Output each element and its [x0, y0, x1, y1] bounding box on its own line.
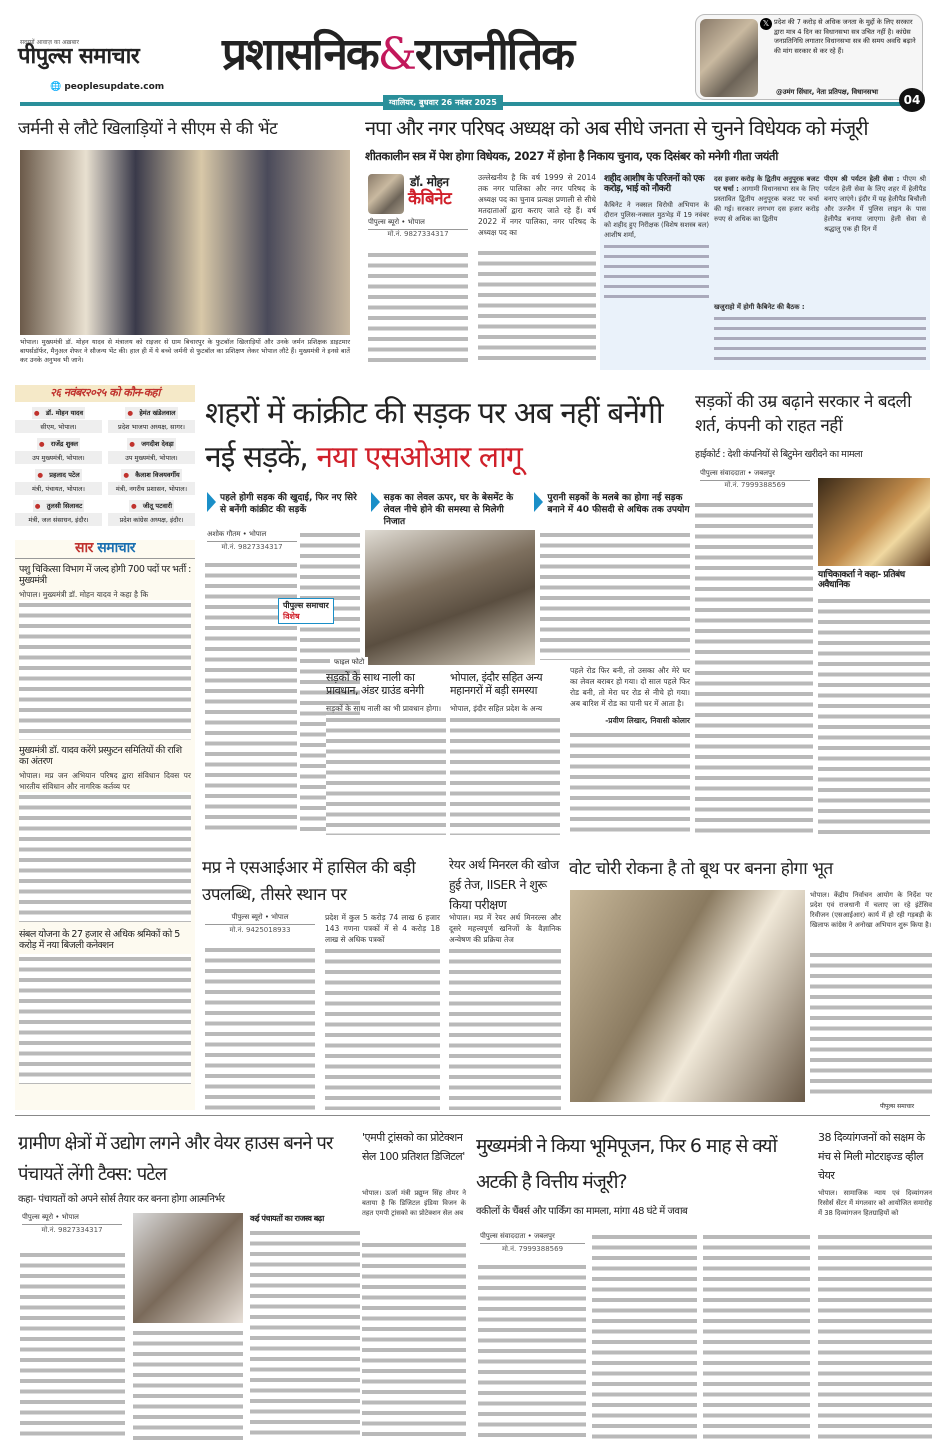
cabinet-box — [600, 170, 930, 370]
divider — [15, 1115, 930, 1116]
cm-subhead: वकीलों के चैंबर्स और पार्किंग का मामला, मांगा 48 घंटे में जवाब — [476, 1206, 688, 1217]
mobile: मो.नं. 9827334317 — [221, 543, 283, 551]
body-text — [478, 1262, 586, 1440]
brief-title: समाचार — [97, 540, 135, 556]
bullet: पुरानी सड़कों के मलबे का होगा नई सड़क बनाने में 40 फीसदी से अधिक तक उपयोग — [534, 492, 692, 528]
gavel-photo — [818, 478, 930, 566]
body-text: भोपाल। केंद्रीय निर्वाचन आयोग के निर्देश पर प्रदेश एवं राजधानी में चलाए जा रहे इंटेंसिव रिवीजन (एसआईआर) कार्य में हो रही गड़बड़ी के खिलाफ कांग्रेस ने अनोखा अभियान शुरू किया है। — [810, 891, 932, 929]
location-pin-icon: ● — [37, 470, 46, 479]
person-role: उप मुख्यमंत्री, भोपाल। — [15, 451, 102, 464]
brief-headline[interactable]: संबल योजना के 27 हजार से अधिक श्रमिकों को 5 करोड़ में नया बिजली कनेक्शन — [19, 928, 180, 951]
box-title: शहीद आशीष के परिजनों को एक करोड़, भाई को नौकरी — [604, 174, 705, 195]
body-text — [362, 1240, 466, 1440]
person-role: मंत्री, पंचायत, भोपाल। — [15, 482, 102, 495]
photo-label: फाइल फोटो — [330, 657, 368, 668]
who-title: २६ नवंबर२०२५ को कौन-कहां — [15, 385, 195, 402]
body-text — [133, 1328, 243, 1440]
person-entry — [108, 437, 195, 464]
brief-text — [19, 792, 191, 922]
box-text — [604, 242, 709, 302]
location-pin-icon: ● — [123, 470, 132, 479]
cm-photo — [368, 174, 404, 214]
badge-name: डॉ. मोहन — [410, 175, 449, 189]
sub-headline: सड़कों के साथ नाली का प्रावधान, अंडर ग्राउंड बनेगी — [326, 671, 424, 697]
body-text — [695, 500, 813, 835]
rural-headline[interactable]: ग्रामीण क्षेत्रों में उद्योग लगने और वेयर हाउस बनने पर पंचायतें लेंगी टैक्स: पटेल — [18, 1133, 333, 1185]
body-text: भोपाल। ऊर्जा मंत्री प्रद्युम्न सिंह तोमर ने बताया है कि डिजिटल इंडिया विजन के तहत एमपी ट्रांसको का प्रोटेक्शन सेल अब — [362, 1189, 466, 1217]
mobile: मो.नं. 9827334317 — [41, 1226, 103, 1234]
body-text — [592, 1232, 697, 1440]
rural-subhead: कहा- पंचायतों को अपने सोर्स तैयार कर बनना होगा आत्मनिर्भर — [18, 1194, 225, 1205]
quote-author: -प्रवीण लिखार, निवासी कोलार — [605, 716, 690, 725]
body-text — [818, 596, 930, 835]
arrow-icon — [534, 492, 543, 512]
body-text — [450, 715, 560, 835]
body-text — [703, 1232, 810, 1440]
box-text: पीएम श्री पर्यटन हेली सेवा : पीएम श्री पर्यटन हेली सेवा के लिए शहर में हेलीपैड बनाए जाएंगे। इंदौर में यह हेलीपैड बिचौली और उज्जैन में पुलिस लाइन के पास हेलीपैड बनाया जाएगा। हेली सेवा से श्रद्धालु एक ही दिन में — [824, 175, 926, 233]
brief-text — [19, 954, 191, 1084]
byline: पीपुल्स ब्यूरो • भोपाल — [368, 218, 468, 230]
body-text — [205, 945, 315, 1110]
location-pin-icon: ● — [127, 408, 136, 417]
brief-headline[interactable]: मुख्यमंत्री डॉ. यादव करेंगे प्रस्फुटन समितियों की राशि का अंतरण — [19, 744, 182, 767]
road-photo — [365, 530, 535, 665]
brief-text — [19, 600, 191, 740]
body-text — [540, 530, 690, 660]
body-text — [325, 946, 440, 1110]
box-text: कैबिनेट ने नक्सल विरोधी अभियान के दौरान पुलिस-नक्सल मुठभेड़ में 19 नवंबर को शहीद हुए निरीक्षक (विशेष सशस्त्र बल) आशीष शर्मा, — [604, 201, 709, 239]
body-text: भोपाल। मप्र में रेयर अर्थ मिनरल्स और दूसरे महत्त्वपूर्ण खनिजों के वैज्ञानिक अन्वेषण की प्रक्रिया तेज — [449, 913, 561, 944]
mobile: मो.नं. 9425018933 — [229, 926, 291, 934]
person-name: प्रहलाद पटेल — [49, 470, 80, 479]
badge-title: कैबिनेट — [408, 189, 452, 209]
transco-headline[interactable]: 'एमपी ट्रांसको का प्रोटेक्शन सेल 100 प्रतिशत डिजिटल' — [362, 1131, 465, 1163]
box-text — [714, 314, 926, 366]
person-name: जगदीश देवड़ा — [141, 439, 174, 448]
x-logo-icon: 𝕏 — [760, 18, 772, 30]
body-text — [478, 248, 596, 366]
resident-quote: पहले रोड फिर बनी, तो उसका और मेरे घर का लेवल बराबर हो गया। दो साल पहले फिर रोड बनी, तो मेरा घर रोड से नीचे हो गया। अब बारिश में रोड का पानी घर में आता है। — [570, 666, 690, 708]
person-role: प्रदेश कांग्रेस अध्यक्ष, इंदौर। — [108, 513, 195, 526]
byline: पीपुल्स संवाददाता • जबलपुर — [480, 1232, 585, 1244]
location-pin-icon: ● — [130, 501, 139, 510]
players-photo — [20, 150, 350, 335]
sub-headline: कई पंचायतों का राजस्व बढ़ा — [250, 1214, 324, 1223]
location-pin-icon: ● — [34, 501, 43, 510]
byline: पीपुल्स संवाददाता • जबलपुर — [700, 469, 810, 481]
logo[interactable]: पीपुल्स समाचार — [18, 44, 140, 69]
body-text — [570, 730, 690, 835]
body-text — [818, 1232, 932, 1440]
dateline: ग्वालियर, बुधवार 26 नवंबर 2025 — [383, 95, 503, 110]
road-bullets — [207, 492, 692, 528]
court-subhead: हाईकोर्ट : देशी कंपनियों से बिटुमेन खरीदने का मामला — [695, 449, 863, 460]
box-text: दस हजार करोड़ के द्वितीय अनुपूरक बजट पर चर्चा : आगामी विधानसभा सत्र के लिए प्रस्तावित द्वितीय अनुपूरक बजट पर चर्चा की गई। सरकार लगभग दस हजार करोड़ रुपए से अधिक का द्वितीय — [714, 175, 819, 223]
body-text: भोपाल। सामाजिक न्याय एवं दिव्यांगजन रिसोर्स सेंटर में मंगलवार को आयोजित समारोह में 38 दिव्यांगजन हितग्राहियों को — [818, 1189, 932, 1217]
body-text: भोपाल, इंदौर सहित प्रदेश के अन्य — [450, 704, 543, 713]
person-entry — [15, 406, 102, 433]
bullet: सड़क का लेवल ऊपर, घर के बेसमेंट के लेवल नीचे होने की समस्या से मिलेगी निजात — [371, 492, 529, 528]
body-text — [326, 715, 446, 835]
box-text: खजुराहो में होगी कैबिनेट की बैठक : — [714, 303, 805, 311]
sub-headline: याचिकाकर्ता ने कहा- प्रतिबंध अवैधानिक — [818, 570, 905, 591]
sub-headline: भोपाल, इंदौर सहित अन्य महानगरों में बड़ी समस्या — [450, 671, 543, 697]
quote-author: @उमंग सिंघार, नेता प्रतिपक्ष, विधानसभा — [776, 88, 878, 96]
brief-headline[interactable]: पशु चिकित्सा विभाग में जल्द होगी 700 पदों पर भर्ती : मुख्यमंत्री — [19, 564, 191, 587]
person-role: मंत्री, नगरीय प्रशासन, भोपाल। — [108, 482, 195, 495]
globe-icon: 🌐 — [50, 82, 65, 92]
mobile: मो.नं. 9827334317 — [387, 230, 449, 238]
location-pin-icon: ● — [129, 439, 138, 448]
brief-text: भोपाल। मुख्यमंत्री डॉ. मोहन यादव ने कहा है कि — [19, 589, 149, 599]
tagline: सदस्यों आवाज़ का अख़बार — [20, 39, 79, 46]
person-name: राजेंद्र शुक्ल — [50, 439, 79, 448]
brief-column — [15, 540, 195, 1110]
byline: पीपुल्स ब्यूरो • भोपाल — [22, 1213, 122, 1225]
location-pin-icon: ● — [33, 408, 42, 417]
court-headline[interactable]: सड़कों की उम्र बढ़ाने सरकार ने बदली शर्त, कंपनी को राहत नहीं — [695, 392, 911, 436]
page-number: 04 — [899, 88, 925, 112]
mobile: मो.नं. 7999388569 — [501, 1245, 564, 1253]
vote-headline[interactable]: वोट चोरी रोकना है तो बूथ पर बनना होगा भूत — [569, 859, 833, 879]
brief-text: भोपाल। मप्र जन अभियान परिषद द्वारा संविधान दिवस पर भारतीय संविधान और नागरिक कर्तव्य पर — [19, 770, 191, 791]
person-entry — [108, 406, 195, 433]
person-entry — [15, 468, 102, 495]
byline: अशोक गौतम • भोपाल — [207, 530, 297, 542]
special-tag: पीपुल्स समाचार विशेष — [278, 598, 334, 624]
road-headline[interactable]: शहरों में कांक्रीट की सड़क पर अब नहीं बनेंगी नई सड़कें, नया एसओआर लागू — [205, 396, 663, 475]
person-name: जीतू पटवारी — [142, 501, 173, 510]
person-entry — [15, 437, 102, 464]
rare-headline[interactable]: रेयर अर्थ मिनरल की खोज हुई तेज, IISER ने शुरू किया परीक्षण — [449, 857, 559, 912]
body-text: उल्लेखनीय है कि वर्ष 1999 से 2014 तक नगर पालिका और नगर परिषद के अध्यक्ष पद का चुनाव प्रत्यक्ष प्रणाली से सीधे मतदाताओं द्वारा कराए जाते रहे हैं। वर्ष 2022 में नगर पालिका, नगर परिषद के अध्यक्ष पद का — [478, 173, 596, 237]
minister-photo — [133, 1213, 243, 1323]
person-entry — [108, 499, 195, 526]
person-role: उप मुख्यमंत्री, भोपाल। — [108, 451, 195, 464]
lead-headline[interactable]: नपा और नगर परिषद अध्यक्ष को अब सीधे जनता से चुनने विधेयक को मंजूरी — [365, 116, 868, 140]
body-text: प्रदेश में कुल 5 करोड़ 74 लाख 6 हजार 143 गणना पत्रकों में से 4 करोड़ 18 लाख से अधिक पत्रकों — [325, 913, 440, 944]
body-text — [449, 946, 561, 1110]
campaign-photo — [570, 890, 805, 1102]
quote-text: प्रदेश की 7 करोड़ से अधिक जनता के मुद्दों के लिए सरकार द्वारा मात्र 4 दिन का विधानसभा सत्र उचित नहीं है। कांग्रेस जनप्रतिनिधि लगातार विधानसभा सत्र की समय अवधि बढ़ाने की मांग सरकार से कर रहे हैं। — [774, 18, 916, 55]
story-headline[interactable]: जर्मनी से लौटे खिलाड़ियों ने सीएम से की भेंट — [18, 119, 278, 139]
photo-caption: भोपाल। मुख्यमंत्री डॉ. मोहन यादव से मंत्रालय को राइजर से ग्राम बिचारपुर के फुटबॉल खिलाड़ियों और उनके जर्मन प्रशिक्षक डाइटमार बायर्सडॉर्फर, मैनुअल शेफर ने सौजन्य भेंट की। हाल ही में ये बच्चे जर्मनी से फुटबॉल का प्रशिक्षण लेकर भोपाल लौटे हैं। मुख्यमंत्री ने इनसे बातें कर उनके अनुभव भी जाने। — [20, 338, 350, 364]
section-title: प्रशासनिक&राजनीतिक — [222, 29, 574, 80]
bullet: पहले होगी सड़क की खुदाई, फिर नए सिरे से बनेंगी कांक्रीट की सड़कें — [207, 492, 365, 528]
website[interactable] — [50, 82, 164, 92]
leader-photo — [700, 19, 758, 97]
mobile: मो.नं. 7999388569 — [724, 481, 786, 489]
quote-box — [695, 14, 923, 100]
lead-subhead: शीतकालीन सत्र में पेश होगा विधेयक, 2027 में होना है निकाय चुनाव, एक दिसंबर को मनेगी गीता जयंती — [365, 149, 778, 163]
person-role: मंत्री, जल संसाधन, इंदौर। — [15, 513, 102, 526]
person-name: डॉ. मोहन यादव — [45, 408, 84, 417]
arrow-icon — [371, 492, 380, 512]
person-entry — [15, 499, 102, 526]
body-text: सड़कों के साथ नाली का भी प्रावधान होगा। — [326, 704, 442, 713]
divyang-headline[interactable]: 38 दिव्यांगजनों को सक्षम के मंच से मिली मोटराइज्ड व्हील चेयर — [818, 1131, 925, 1182]
person-name: कैलाश विजयवर्गीय — [135, 470, 180, 479]
website-text: peoplesupdate.com — [64, 82, 165, 92]
body-text — [368, 250, 468, 365]
body-text — [250, 1228, 360, 1440]
body-text — [20, 1250, 125, 1440]
cm-headline[interactable]: मुख्यमंत्री ने किया भूमिपूजन, फिर 6 माह से क्यों अटकी है वित्तीय मंजूरी? — [476, 1135, 777, 1193]
who-where — [15, 385, 195, 535]
arrow-icon — [207, 492, 216, 512]
person-name: तुलसी सिलावट — [46, 501, 83, 510]
person-role: सीएम, भोपाल। — [15, 420, 102, 433]
body-text — [810, 950, 932, 1098]
person-role: प्रदेश भाजपा अध्यक्ष, सागर। — [108, 420, 195, 433]
byline: पीपुल्स समाचार — [880, 1103, 915, 1110]
sir-headline[interactable]: मप्र ने एसआईआर में हासिल की बड़ी उपलब्धि, तीसरे स्थान पर — [202, 858, 416, 905]
location-pin-icon: ● — [38, 439, 47, 448]
byline: पीपुल्स ब्यूरो • भोपाल — [205, 913, 315, 925]
person-name: हेमंत खंडेलवाल — [139, 408, 176, 417]
brief-title: सार — [75, 540, 93, 556]
person-entry — [108, 468, 195, 495]
